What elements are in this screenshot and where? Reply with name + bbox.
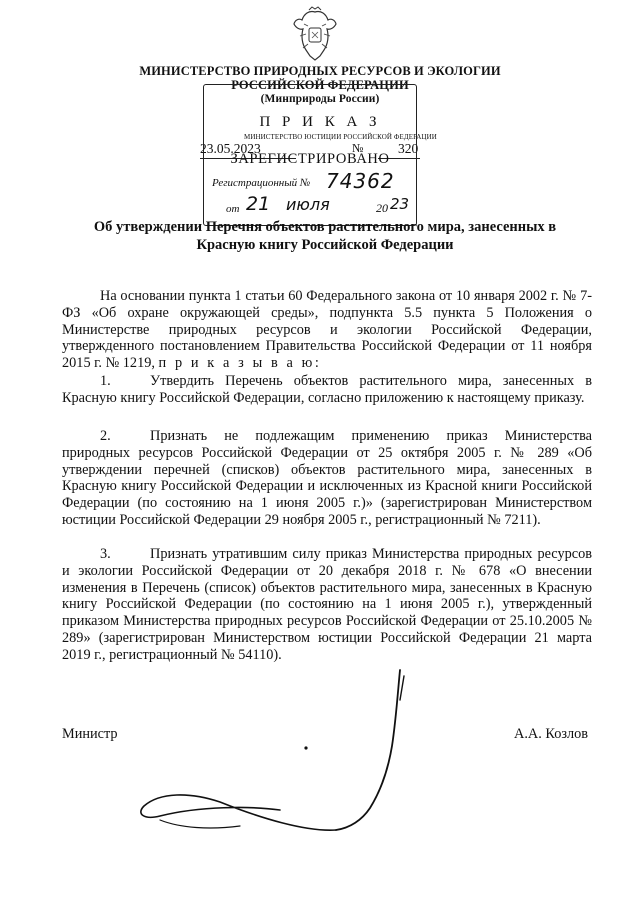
stamp-day: 21 (246, 193, 271, 215)
order-number: 320 (398, 141, 419, 156)
item-3-number: 3. (100, 546, 111, 562)
item-1-text: Утвердить Перечень объектов растительного мира, занесенных в Красную книгу Российской Федерации, согласно приложению к настоящему приказу. (62, 373, 592, 406)
signature-image (130, 660, 420, 840)
stamp-year-suffix: 23 (390, 195, 410, 213)
ministry-line2: РОССИЙСКОЙ ФЕДЕРАЦИИ (231, 78, 409, 92)
intro-text: На основании пункта 1 статьи 60 Федерального закона от 10 января 2002 г. № 7-ФЗ «Об охране окружающей среды», подпункта 5.5 пункта 5 Положения о Министерстве природных ресурсов и экологии Российской Федерации, утвержденного постановлением Правительства Российской Федерации от 11 ноября 2015 г. № 1219, (62, 288, 592, 372)
order-date: 23.05.2023 (200, 141, 261, 156)
stamp-year-prefix: 20 (376, 201, 388, 215)
item-3 (62, 546, 592, 664)
item-2-number: 2. (100, 428, 111, 444)
registration-stamp (203, 84, 417, 226)
ministry-short: (Минприроды России) (260, 93, 380, 105)
heading-line2: Красную книгу Российской Федерации (196, 237, 454, 253)
item-2-text: Признать не подлежащим применению приказ Министерства природных ресурсов Российской Федерации от 25 октября 2005 г. № 289 «Об утверждении перечней (списков) объектов растительного мира, занесенных в Красную книгу Российской Федерации и исключенных из Красной книги Российской Федерации (по состоянию на 1 июня 2005 г.)» (зарегистрирован Министерством юстиции Российской Федерации 29 ноября 2005 г., регистрационный № 7211). (62, 428, 592, 528)
city-label: МИНИСТЕРСТВО ЮСТИЦИИ РОССИЙСКОЙ ФЕДЕРАЦИИ (244, 133, 437, 141)
document-heading (60, 218, 590, 254)
coat-of-arms-icon (292, 6, 338, 62)
item-1 (62, 373, 592, 407)
doc-type-title: П Р И К А З (259, 114, 381, 130)
item-2 (62, 428, 592, 529)
signatory-title: Министр (62, 726, 118, 742)
stamp-month: июля (286, 195, 330, 214)
intro-paragraph (62, 288, 592, 372)
item-3-text: Признать утратившим силу приказ Министерства природных ресурсов и экологии Российской Федерации от 20 декабря 2018 г. № 678 «О внесении изменения в Перечень (список) объектов растительного мира, занесенных в Красную книгу Российской Федерации (по состоянию на 1 июня 2005 г.), утвержденный приказом Министерства природных ресурсов Российской Федерации от 25.10.2005 № 289» (зарегистрирован Министерством юстиции Российской Федерации 21 марта 2019 г., регистрационный № 54110). (62, 546, 592, 663)
item-1-number: 1. (100, 373, 111, 389)
signatory-name: А.А. Козлов (514, 726, 589, 742)
order-number-label: № (352, 141, 364, 155)
stamp-date-prefix: от (226, 203, 240, 215)
ministry-line1: МИНИСТЕРСТВО ПРИРОДНЫХ РЕСУРСОВ И ЭКОЛОГИИ (139, 64, 501, 78)
stamp-reg-number: 74362 (326, 169, 395, 193)
intro-order-word: п р и к а з ы в а ю: (158, 355, 322, 372)
heading-line1: Об утверждении Перечня объектов растительного мира, занесенных в (93, 219, 557, 235)
stamp-reg-label: Регистрационный № (212, 177, 311, 189)
stamp-title: ЗАРЕГИСТРИРОВАНО (230, 151, 390, 167)
